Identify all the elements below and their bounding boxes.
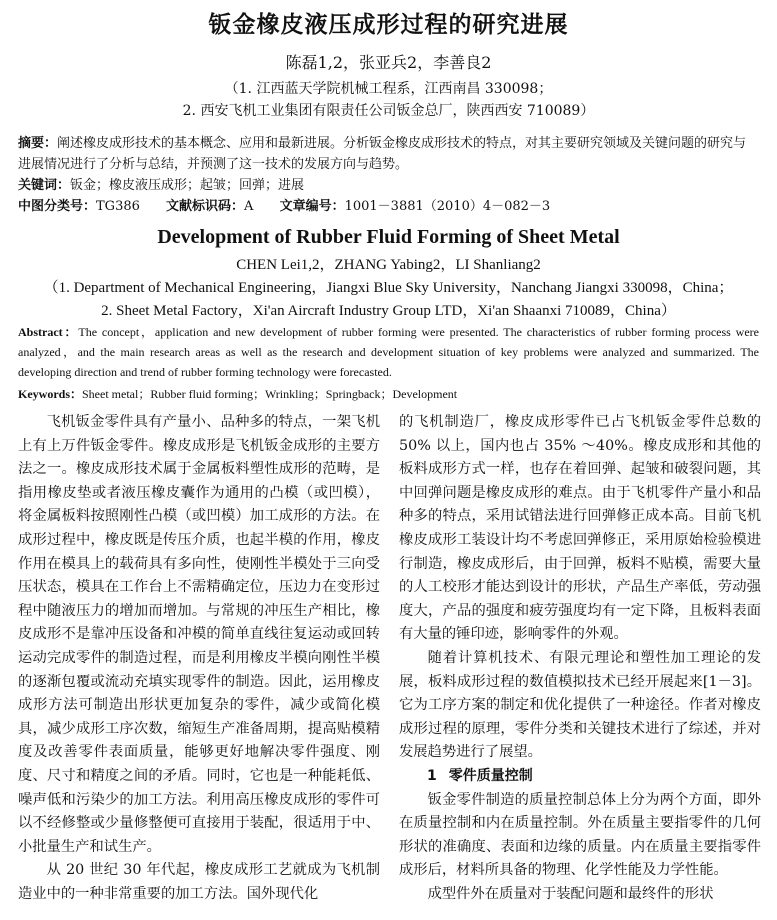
keywords-label-en: Keywords：: [18, 387, 82, 401]
affiliation-en-2: 2. Sheet Metal Factory，Xi'an Aircraft Industry Group LTD，Xi'an Shaanxi 710089，China）: [101, 303, 676, 319]
affiliation-cn-1: （1. 江西蓝天学院机械工程系，江西南昌 330098；: [224, 81, 553, 97]
section-number: 1: [427, 767, 437, 784]
keywords-en: [18, 384, 759, 404]
authors-en: CHEN Lei1,2，ZHANG Yabing2，LI Shanliang2: [236, 257, 541, 273]
body-paragraph: 飞机钣金零件具有产量小、品种多的特点，一架飞机上有上万件钣金零件。橡皮成形是飞机钣金成形的主要方法之一。橡皮成形技术属于金属板料塑性成形的范畴，是指用橡皮垫或者液压橡皮囊作为通用的凸模（或凹模），将金属板料按照刚性凸模（或凹模）加工成形的方法。在成形过程中，橡皮既是传压介质，也起半模的作用，橡皮作用在模具上的载荷具有多向性，使刚性半模处于三向受压状态，模具在工作台上不需精确定位，压边力在变形过程中随液压力的增加而增加。与常规的冲压生产相比，橡皮成形不是靠冲压设备和冲模的简单直线往复运动或回转运动完成零件的制造过程，而是利用橡皮半模向刚性半模的逐渐包覆或流动充填实现零件的制造。因此，运用橡皮成形方法可制造出形状更加复杂的零件，减少或简化模具，减少成形工序次数，缩短生产准备周期，提高贴模精度及改善零件表面质量，能够更好地解决零件强度、刚度、尺寸和精度之间的矛盾。同时，它也是一种能耗低、噪声低和污染少的加工方法。利用高压橡皮成形的零件可以不经修整或少量修整便可直接用于装配，很适用于中、小批量生产和试生产。: [18, 414, 380, 855]
abstract-cn: [18, 133, 759, 175]
abstract-text-cn: 阐述橡皮成形技术的基本概念、应用和最新进展。分析钣金橡皮成形技术的特点，对其主要研究领域及关键问题的研究与进展情况进行了分析与总结，并预测了这一技术的发展方向与趋势。: [18, 136, 747, 172]
abstract-label-en: Abstract：: [18, 325, 79, 339]
affiliation-en-1: （1. Department of Mechanical Engineering，Jiangxi Blue Sky University，Nanchang Jiangxi 330098，China；: [43, 280, 734, 296]
body-paragraph: 随着计算机技术、有限元理论和塑性加工理论的发展，板料成形过程的数值模拟技术已经开展起来[1－3]。它为工序方案的制定和优化提供了一种途径。作者对橡皮成形过程的原理，零件分类和关键技术进行了综述，并对发展趋势进行了展望。: [399, 649, 761, 761]
section-heading: [399, 765, 761, 789]
abstract-label-cn: 摘要：: [18, 136, 58, 151]
body-column-left: [18, 411, 380, 906]
body-paragraph: 从 20 世纪 30 年代起，橡皮成形工艺就成为飞机制造业中的一种非常重要的加工方法。国外现代化: [18, 862, 380, 902]
section-title: 零件质量控制: [448, 767, 533, 784]
doc-code-value: A: [244, 199, 254, 214]
article-no-value: 1001－3881（2010）4－082－3: [344, 199, 551, 214]
paper-title-en: Development of Rubber Fluid Forming of Sheet Metal: [157, 226, 620, 248]
doc-code-label: 文献标识码：: [166, 199, 245, 214]
abstract-en: [18, 322, 759, 382]
keywords-text-cn: 钣金；橡皮液压成形；起皱；回弹；进展: [70, 178, 305, 193]
keywords-cn: [18, 175, 759, 196]
article-no-label: 文章编号：: [279, 199, 345, 214]
body-paragraph: 的飞机制造厂，橡皮成形零件已占飞机钣金零件总数的 50% 以上，国内也占 35% ～40%。橡皮成形和其他的板料成形方式一样，也存在着回弹、起皱和破裂问题，其中回弹问题是橡皮成形的难点。由于飞机零件产量小和品种多的特点，采用试错法进行回弹修正成本高。目前飞机橡皮成形工装设计均不考虑回弹修正，采用原始检验模进行制造，橡皮成形后，由于回弹，板料不贴模，需要大量的人工校形才能达到设计的形状，产品生产率低，劳动强度大，产品的强度和疲劳强度均有一定下降，且板料表面有大量的锤印迹，影响零件的外观。: [399, 414, 761, 643]
body-column-right: [399, 411, 761, 906]
clc-label: 中图分类号：: [18, 199, 97, 214]
abstract-text-en: The concept，application and new development of rubber forming were presented. The characteristics of rubber forming process were analyzed，and the main research areas as well as the research and development situation of key problems were analyzed and summarized. The developing direction and trend of rubber forming technology were forecasted.: [18, 325, 759, 379]
body-paragraph: 成型件外在质量对于装配问题和最终件的形状: [427, 885, 714, 902]
authors-cn: 陈磊1,2，张亚兵2，李善良2: [285, 53, 492, 72]
affiliation-cn-2: 2. 西安飞机工业集团有限责任公司钣金总厂，陕西西安 710089）: [182, 103, 595, 119]
keywords-label-cn: 关键词：: [18, 178, 71, 193]
clc-value: TG386: [96, 199, 140, 214]
body-paragraph: 钣金零件制造的质量控制总体上分为两个方面，即外在质量控制和内在质量控制。外在质量主要指零件的几何形状的准确度、表面和边缘的质量。内在质量主要指零件成形后，材料所具备的物理、化学性能及力学性能。: [399, 791, 761, 879]
keywords-text-en: Sheet metal；Rubber fluid forming；Wrinkling；Springback；Development: [82, 387, 458, 401]
classification-row: [18, 196, 759, 217]
paper-title-cn: 钣金橡皮液压成形过程的研究进展: [208, 11, 569, 38]
